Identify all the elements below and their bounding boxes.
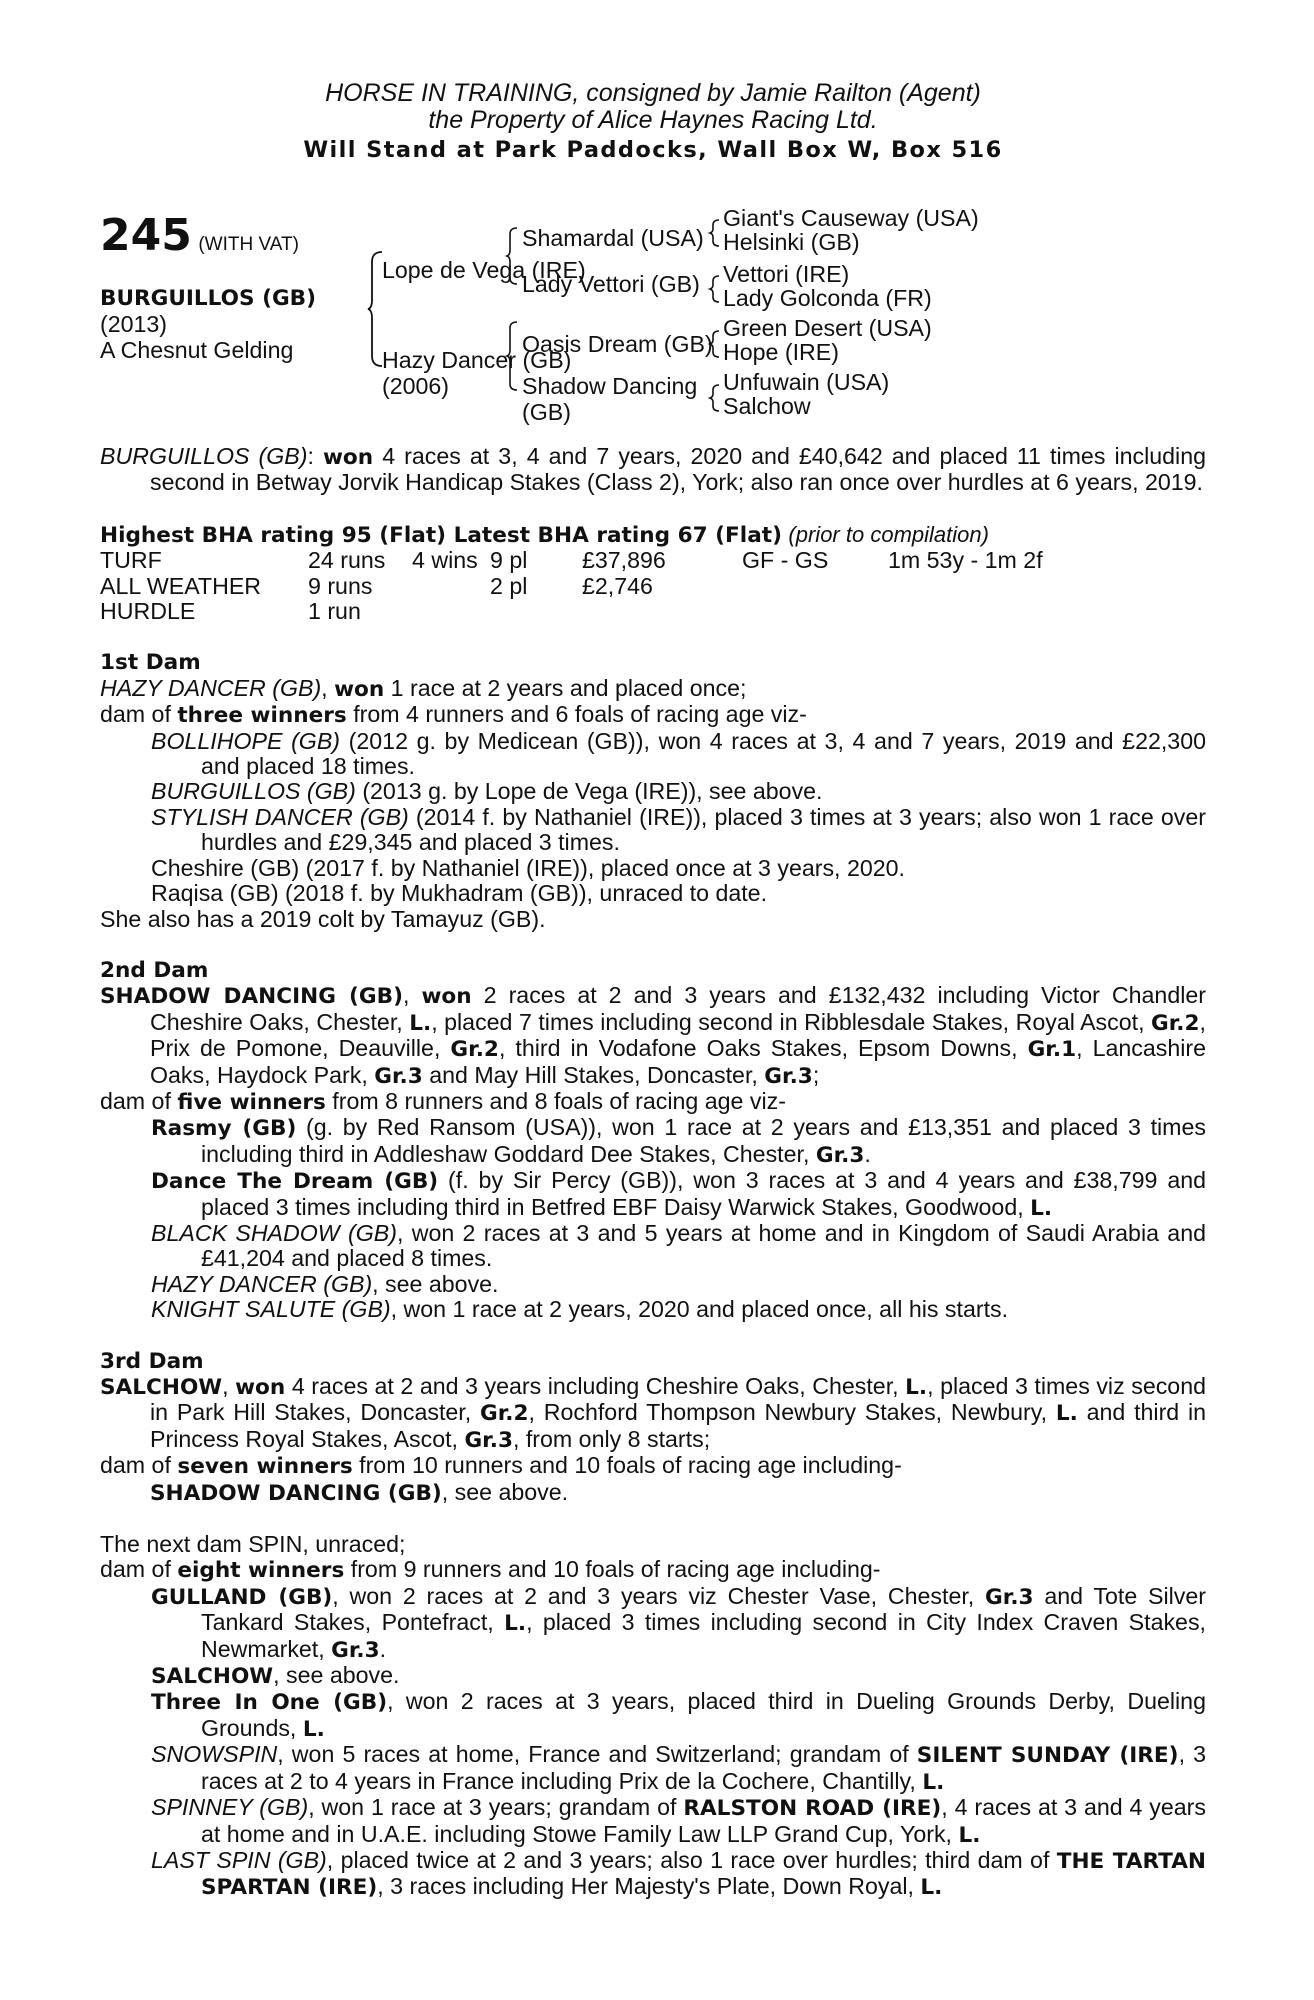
produce-entry (100, 729, 1206, 780)
race-grade: Gr.2 (479, 1401, 529, 1427)
produce-entry (100, 1115, 1206, 1168)
dam-sire: Oasis Dream (GB) (522, 331, 713, 357)
stats-going: GF - GS (742, 547, 829, 574)
race-grade: L. (409, 1010, 432, 1036)
stats-placed: 9 pl (490, 547, 528, 574)
produce-name: Rasmy (GB) (151, 1116, 297, 1142)
text: (f. by Sir Percy (GB)), won 3 races at 3 and 4 years and £38,799 and placed 3 times including third in Betfred EBF Daisy Warwick Stakes, Goodwood, (201, 1167, 1207, 1220)
pedigree-table (100, 205, 1206, 444)
race-grade: L. (958, 1822, 981, 1848)
summary-horse-name: BURGUILLOS (GB) (100, 443, 308, 469)
text: dam of (100, 701, 178, 728)
produce-entry: Raqisa (GB) (2018 f. by Mukhadram (GB)), unraced to date. (151, 880, 768, 907)
produce-name: SNOWSPIN (151, 1741, 278, 1768)
text: and May Hill Stakes, Doncaster, (422, 1061, 765, 1088)
ssd: Helsinki (GB) (723, 229, 860, 255)
won-label: won (421, 984, 472, 1010)
text: , Lancashire Oaks, Haydock Park, (150, 1035, 1206, 1088)
text: 2 races at 2 and 3 years and £132,432 including Victor Chandler Cheshire Oaks, Chester, (150, 982, 1206, 1035)
text: , see above. (441, 1478, 569, 1505)
produce-name: Dance The Dream (GB) (151, 1169, 439, 1195)
text: from 9 runners and 10 foals of racing age including- (344, 1556, 881, 1583)
text: , 3 races including Her Majesty's Plate, Down Royal, (377, 1873, 921, 1900)
text: , won 1 race at 3 years; grandam of (308, 1794, 684, 1821)
dam-dam-line1: Shadow Dancing (522, 373, 698, 399)
text: , see above. (273, 1662, 400, 1689)
horse-description: A Chesnut Gelding (100, 337, 294, 363)
won-label: won (334, 676, 385, 702)
lot-number-row (100, 210, 299, 261)
text: , won 2 races at 3 and 5 years at home and in Kingdom of Saudi Arabia and £41,204 and placed 8 times. (201, 1219, 1206, 1272)
stats-wins: 4 wins (412, 547, 478, 574)
race-grade: L. (920, 1875, 943, 1901)
dam1-intro: HAZY DANCER (GB), won 1 race at 2 years and placed once; (100, 674, 747, 702)
text: and third in Princess Royal Stakes, Ascot, (150, 1399, 1207, 1452)
race-grade: Gr.3 (985, 1584, 1034, 1610)
produce-name: STYLISH DANCER (GB) (151, 803, 409, 830)
text: from 4 runners and 6 foals of racing age viz- (346, 701, 807, 728)
produce-entry (100, 1221, 1206, 1272)
produce-entry (100, 779, 1206, 804)
winners-count: seven winners (177, 1454, 353, 1480)
stats-row-aw (100, 574, 1206, 599)
text: dam of (100, 1452, 178, 1479)
vat-note: (WITH VAT) (198, 234, 299, 255)
race-grade: L. (922, 1769, 945, 1795)
text: . (379, 1635, 387, 1662)
produce-name: SALCHOW (151, 1664, 274, 1690)
text: ; (812, 1061, 820, 1088)
first-dam-section (100, 650, 1206, 931)
catalogue-page (100, 80, 1206, 1901)
text: 4 races at 2 and 3 years including Cheshire Oaks, Chester, (285, 1373, 906, 1399)
stats-runs: 9 runs (308, 572, 373, 599)
dam2-produce-summary (100, 1089, 1206, 1115)
produce-entry (100, 1168, 1206, 1221)
text: , placed 7 times including second in Ribblesdale Stakes, Royal Ascot, (431, 1008, 1152, 1035)
text: , won 1 race at 2 years, 2020 and placed once, all his starts. (390, 1296, 1009, 1323)
text: , won 2 races at 2 and 3 years viz Chester Vase, Chester, (332, 1582, 986, 1609)
notable-descendant: SILENT SUNDAY (IRE) (916, 1743, 1179, 1769)
produce-name: LAST SPIN (GB) (151, 1846, 327, 1873)
race-grade: L. (1055, 1401, 1078, 1427)
dam2-name: SHADOW DANCING (GB) (100, 984, 403, 1010)
produce-entry (100, 1848, 1206, 1901)
bracket-ss (707, 218, 721, 248)
next-dam-intro: The next dam SPIN, unraced; (100, 1531, 406, 1558)
race-grade: Gr.3 (764, 1063, 813, 1089)
lot-header (100, 80, 1206, 166)
produce-name: Three In One (GB) (151, 1690, 388, 1716)
sire-sire: Shamardal (USA) (522, 225, 704, 251)
produce-name: KNIGHT SALUTE (GB) (151, 1296, 391, 1323)
stats-surface: TURF (100, 547, 162, 574)
produce-name: SHADOW DANCING (GB) (150, 1480, 442, 1506)
produce-entry (100, 1689, 1206, 1742)
text: (2014 f. by Nathaniel (IRE)), placed 3 times at 3 years; also won 1 race over hurdles and £29,345 and placed 3 times. (201, 803, 1207, 856)
produce-entry (100, 1663, 1206, 1689)
race-grade: Gr.3 (374, 1063, 423, 1089)
stats-row-hurdle (100, 599, 1206, 624)
winners-count: eight winners (177, 1558, 345, 1584)
text: , placed twice at 2 and 3 years; also 1 race over hurdles; third dam of (326, 1846, 1057, 1873)
property-line: the Property of Alice Haynes Racing Ltd. (428, 106, 878, 134)
sire-dam: Lady Vettori (GB) (522, 271, 700, 297)
bha-rating (100, 522, 1206, 548)
stats-placed: 2 pl (490, 572, 528, 599)
dam1-name: HAZY DANCER (GB) (100, 674, 322, 701)
text: . (864, 1140, 871, 1167)
text: , 3 races at 2 to 4 years in France including Prix de la Cochere, Chantilly, (201, 1741, 1207, 1794)
text: from 10 runners and 10 foals of racing age including- (352, 1452, 902, 1479)
winners-count: three winners (177, 703, 347, 729)
third-dam-section (100, 1349, 1206, 1506)
text: and Tote Silver Tankard Stakes, Pontefract, (201, 1582, 1207, 1636)
produce-name: BURGUILLOS (GB) (151, 778, 356, 805)
lot-number: 245 (100, 210, 192, 261)
dds: Unfuwain (USA) (723, 369, 890, 395)
text: (2013 g. by Lope de Vega (IRE)), see above. (355, 778, 823, 805)
sire: Lope de Vega (IRE) (382, 257, 586, 283)
bracket-sd (707, 274, 721, 304)
text: , see above. (372, 1270, 499, 1297)
sds: Vettori (IRE) (723, 261, 850, 287)
dam3-name: SALCHOW (100, 1375, 223, 1400)
dam2-intro: SHADOW DANCING (GB), won 2 races at 2 and 3 years and £132,432 including Victor Chandler Cheshire Oaks, Chester, L., placed 7 times including second in Ribblesdale Stakes, Royal Ascot, Gr.2, Prix de Pomone, Deauville, Gr.2, third in Vodafone Oaks Stakes, Epsom Downs, Gr.1, Lancashire Oaks, Haydock Park, Gr.3 and May Hill Stakes, Doncaster, Gr.3; (100, 982, 1206, 1089)
text: , won 5 races at home, France and Switzerland; grandam of (277, 1741, 917, 1768)
dsd: Hope (IRE) (723, 339, 839, 365)
stats-row-turf (100, 548, 1206, 573)
stats-table (100, 548, 1206, 624)
text: , 4 races at 3 and 4 years at home and in U.A.E. including Stowe Family Law LLP Grand Cup, York, (201, 1794, 1206, 1847)
text: , placed 3 times viz second in Park Hill Stakes, Doncaster, (150, 1373, 1206, 1426)
summary-won: won (322, 445, 374, 470)
produce-entry (100, 1297, 1206, 1322)
text: , from only 8 starts; (512, 1425, 711, 1452)
text: from 8 runners and 8 foals of racing age viz- (325, 1087, 786, 1114)
sdd: Lady Golconda (FR) (723, 285, 932, 311)
race-grade: L. (504, 1611, 527, 1637)
dam: Hazy Dancer (GB) (382, 347, 572, 373)
section-heading: 1st Dam (100, 650, 201, 676)
produce-name: BOLLIHOPE (GB) (151, 727, 341, 754)
dam1-also: She also has a 2019 colt by Tamayuz (GB). (100, 905, 546, 932)
text: , Prix de Pomone, Deauville, (150, 1008, 1206, 1062)
winners-count: five winners (177, 1089, 326, 1115)
dss: Green Desert (USA) (723, 315, 932, 341)
dam1-produce-summary (100, 702, 1206, 728)
text: dam of (100, 1556, 178, 1583)
produce-name: BLACK SHADOW (GB) (151, 1219, 397, 1246)
horse-name: BURGUILLOS (GB) (100, 286, 317, 311)
text: , Rochford Thompson Newbury Stakes, Newbury, (528, 1399, 1056, 1426)
notable-descendant: THE TARTAN SPARTAN (IRE) (201, 1848, 1206, 1901)
foaling-year: (2013) (100, 311, 168, 337)
race-summary: BURGUILLOS (GB): won 4 races at 3, 4 and 7 years, 2020 and £40,642 and placed 11 times including second in Betway Jorvik Handicap Stakes (Class 2), York; also ran once over hurdles at 6 years, 2019. (100, 443, 1206, 496)
bracket-dd (707, 383, 721, 413)
race-grade: Gr.3 (331, 1637, 380, 1663)
rating-note: (prior to compilation) (788, 521, 989, 547)
stats-distance: 1m 53y - 1m 2f (888, 547, 1043, 574)
produce-entry (100, 1584, 1206, 1663)
stats-prize: £37,896 (582, 547, 666, 574)
produce-entry (100, 805, 1206, 856)
dam-year: (2006) (382, 373, 450, 399)
race-grade: Gr.2 (1151, 1010, 1200, 1036)
race-grade: L. (905, 1375, 928, 1400)
summary-text: 4 races at 3, 4 and 7 years, 2020 and £40,642 and placed 11 times including second in Betway Jorvik Handicap Stakes (Class 2), York; also ran once over hurdles at 6 years, 2019. (150, 443, 1206, 496)
race-grade: Gr.2 (450, 1037, 499, 1063)
produce-name: HAZY DANCER (GB) (151, 1270, 373, 1297)
stats-surface: HURDLE (100, 598, 196, 625)
race-grade: Gr.3 (815, 1142, 865, 1168)
race-grade: Gr.1 (1027, 1037, 1077, 1063)
text: (g. by Red Ransom (USA)), won 1 race at 2 years and £13,351 and placed 3 times including third in Addleshaw Goddard Dee Stakes, Chester, (201, 1114, 1206, 1167)
consignor-line: HORSE IN TRAINING, consigned by Jamie Railton (Agent) (325, 79, 981, 107)
produce-name: GULLAND (GB) (151, 1584, 333, 1610)
produce-entry (100, 1795, 1206, 1848)
stats-runs: 24 runs (308, 547, 386, 574)
second-dam-section (100, 958, 1206, 1323)
text: dam of (100, 1087, 178, 1114)
text: , third in Vodafone Oaks Stakes, Epsom Downs, (498, 1035, 1028, 1062)
text: , won 2 races at 3 years, placed third in Dueling Grounds Derby, Dueling Grounds, (201, 1688, 1206, 1741)
dam3-intro: SALCHOW, won 4 races at 2 and 3 years including Cheshire Oaks, Chester, L., placed 3 times viz second in Park Hill Stakes, Doncaster, Gr.2, Rochford Thompson Newbury Stakes, Newbury, L. and third in Princess Royal Stakes, Ascot, Gr.3, from only 8 starts; (100, 1373, 1207, 1453)
produce-entry (100, 1272, 1206, 1297)
stats-prize: £2,746 (582, 572, 653, 599)
race-grade: Gr.3 (464, 1427, 513, 1453)
section-heading: 3rd Dam (100, 1348, 204, 1374)
section-heading: 2nd Dam (100, 957, 209, 983)
rating-values: Highest BHA rating 95 (Flat) Latest BHA rating 67 (Flat) (100, 522, 782, 548)
produce-entry (100, 1480, 1206, 1506)
won-label: won (235, 1375, 286, 1400)
sss: Giant's Causeway (USA) (723, 205, 979, 231)
produce-entry (100, 1742, 1206, 1795)
stats-surface: ALL WEATHER (100, 572, 262, 599)
stats-runs: 1 run (308, 598, 361, 625)
dam-dam-line2: (GB) (522, 399, 571, 425)
race-grade: L. (1030, 1195, 1053, 1221)
notable-descendant: RALSTON ROAD (IRE) (683, 1796, 942, 1822)
dam4-produce-summary (100, 1557, 1206, 1583)
dam3-produce-summary (100, 1453, 1206, 1479)
text: , placed 3 times including second in City Index Craven Stakes, Newmarket, (201, 1609, 1206, 1662)
produce-entry: Cheshire (GB) (2017 f. by Nathaniel (IRE)), placed once at 3 years, 2020. (151, 854, 905, 881)
produce-name: SPINNEY (GB) (151, 1794, 309, 1821)
next-dam-section (100, 1532, 1206, 1901)
text: (2012 g. by Medicean (GB)), won 4 races at 3, 4 and 7 years, 2019 and £22,300 and placed 18 times. (201, 727, 1206, 780)
stand-line: Will Stand at Park Paddocks, Wall Box W, Box 516 (303, 137, 1003, 163)
ddd: Salchow (723, 393, 811, 419)
dam1-text: 1 race at 2 years and placed once; (384, 674, 747, 701)
race-grade: L. (302, 1716, 325, 1742)
